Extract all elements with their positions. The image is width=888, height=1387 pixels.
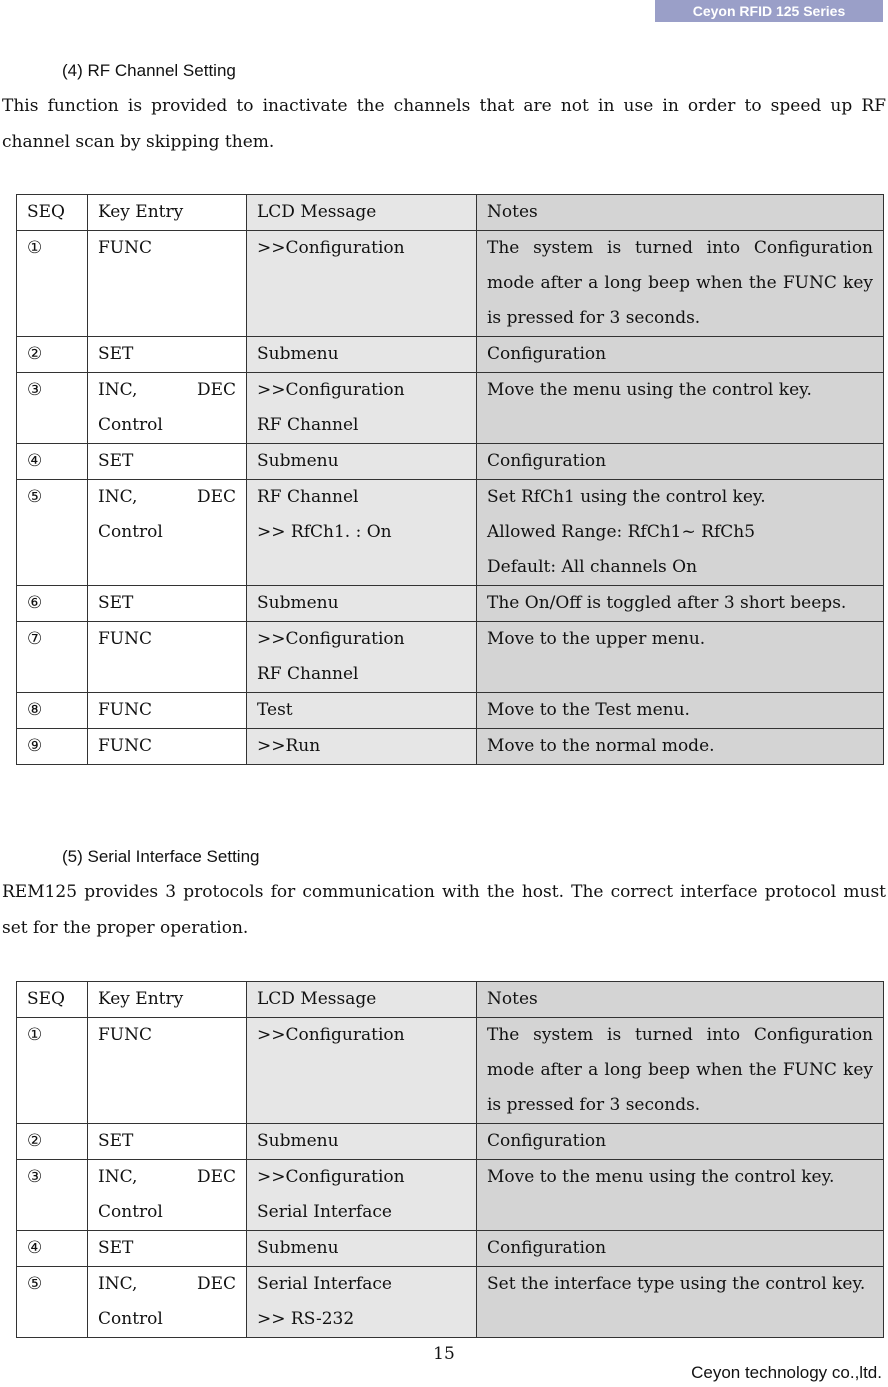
notes-cell: [477, 1124, 884, 1160]
key-entry-text: SET: [98, 1238, 134, 1258]
notes-text: The system is turned into Configuration mode after a long beep when the FUNC key is pressed for 3 seconds.: [487, 238, 873, 328]
key-entry-text: INC, DEC: [98, 1274, 236, 1294]
lcd-message-cell: [247, 480, 477, 586]
notes-text: Move to the upper menu.: [487, 629, 706, 649]
notes-cell: [477, 1267, 884, 1338]
notes-text: Move to the normal mode.: [487, 736, 715, 756]
seq-cell: ④: [17, 444, 88, 480]
table-header-row: [17, 982, 884, 1018]
notes-cell: [477, 1160, 884, 1231]
lcd-message-text: Test: [257, 700, 293, 720]
key-entry-text: SET: [98, 344, 134, 364]
lcd-message-text: >>Configuration: [257, 629, 405, 649]
table-row: [17, 1124, 884, 1160]
serial-interface-description: REM125 provides 3 protocols for communication with the host. The correct interface protocol must set for the proper operation.: [2, 882, 886, 938]
column-header: Key Entry: [88, 195, 247, 231]
lcd-message-cell: [247, 693, 477, 729]
key-entry-text: FUNC: [98, 629, 153, 649]
lcd-message-text: Submenu: [257, 1238, 339, 1258]
key-entry-text: FUNC: [98, 736, 153, 756]
seq-cell: ③: [17, 1160, 88, 1231]
key-entry-cell: [88, 373, 247, 444]
lcd-message-text: >>Configuration: [257, 380, 405, 400]
column-header: SEQ: [17, 195, 88, 231]
lcd-message-text: RF Channel: [257, 664, 359, 684]
key-entry-cell: [88, 1231, 247, 1267]
lcd-message-cell: [247, 444, 477, 480]
notes-text: Configuration: [487, 344, 607, 364]
key-entry-text: FUNC: [98, 700, 153, 720]
lcd-message-text: >>Configuration: [257, 1025, 405, 1045]
lcd-message-text: Submenu: [257, 1131, 339, 1151]
column-header: Notes: [477, 982, 884, 1018]
seq-cell: ⑨: [17, 729, 88, 765]
lcd-message-text: >>Run: [257, 736, 321, 756]
notes-cell: [477, 337, 884, 373]
lcd-message-cell: [247, 373, 477, 444]
notes-text: The On/Off is toggled after 3 short beeps.: [487, 593, 847, 613]
notes-text: Move to the menu using the control key.: [487, 1167, 835, 1187]
table-row: [17, 373, 884, 444]
key-entry-cell: [88, 444, 247, 480]
notes-cell: [477, 444, 884, 480]
key-entry-text: Control: [98, 522, 163, 542]
lcd-message-cell: [247, 1267, 477, 1338]
lcd-message-cell: [247, 1124, 477, 1160]
column-header: LCD Message: [247, 982, 477, 1018]
section-title-rf-channel: (4) RF Channel Setting: [62, 61, 236, 80]
key-entry-text: Control: [98, 1202, 163, 1222]
lcd-message-text: >> RS-232: [257, 1309, 355, 1329]
key-entry-text: FUNC: [98, 1025, 153, 1045]
lcd-message-text: RF Channel: [257, 487, 359, 507]
key-entry-text: INC, DEC: [98, 487, 236, 507]
notes-cell: [477, 693, 884, 729]
lcd-message-text: Submenu: [257, 451, 339, 471]
table-row: [17, 444, 884, 480]
key-entry-cell: [88, 1018, 247, 1124]
lcd-message-cell: [247, 586, 477, 622]
key-entry-cell: [88, 1267, 247, 1338]
lcd-message-cell: [247, 231, 477, 337]
notes-cell: [477, 480, 884, 586]
notes-cell: [477, 1018, 884, 1124]
notes-cell: [477, 622, 884, 693]
key-entry-cell: [88, 337, 247, 373]
section-title-serial-interface: (5) Serial Interface Setting: [62, 847, 260, 866]
notes-text: Configuration: [487, 1238, 607, 1258]
notes-cell: [477, 586, 884, 622]
notes-text: The system is turned into Configuration mode after a long beep when the FUNC key is pressed for 3 seconds.: [487, 1025, 873, 1115]
lcd-message-text: Serial Interface: [257, 1274, 392, 1294]
lcd-message-cell: [247, 729, 477, 765]
serial-interface-steps-table: [16, 981, 884, 1338]
column-header: Notes: [477, 195, 884, 231]
table-row: [17, 480, 884, 586]
page-number: 15: [433, 1344, 455, 1364]
key-entry-cell: [88, 622, 247, 693]
key-entry-text: Control: [98, 415, 163, 435]
key-entry-cell: [88, 729, 247, 765]
notes-text: Configuration: [487, 1131, 607, 1151]
key-entry-text: Control: [98, 1309, 163, 1329]
table-row: [17, 337, 884, 373]
key-entry-cell: [88, 586, 247, 622]
lcd-message-text: >> RfCh1. : On: [257, 522, 392, 542]
notes-cell: [477, 231, 884, 337]
series-header-tag: Ceyon RFID 125 Series: [655, 0, 883, 22]
table-row: [17, 693, 884, 729]
rf-channel-steps-table: [16, 194, 884, 765]
key-entry-text: SET: [98, 451, 134, 471]
seq-cell: ④: [17, 1231, 88, 1267]
lcd-message-text: Submenu: [257, 593, 339, 613]
key-entry-cell: [88, 1124, 247, 1160]
key-entry-cell: [88, 480, 247, 586]
rf-channel-description: This function is provided to inactivate the channels that are not in use in order to speed up RF channel scan by skipping them.: [2, 96, 886, 152]
lcd-message-text: RF Channel: [257, 415, 359, 435]
column-header: SEQ: [17, 982, 88, 1018]
table-row: [17, 1231, 884, 1267]
seq-cell: ③: [17, 373, 88, 444]
key-entry-cell: [88, 1160, 247, 1231]
notes-text: Move to the Test menu.: [487, 700, 690, 720]
table-row: [17, 1018, 884, 1124]
company-name: Ceyon technology co.,ltd.: [691, 1363, 882, 1382]
table-header-row: [17, 195, 884, 231]
table-row: [17, 622, 884, 693]
column-header: LCD Message: [247, 195, 477, 231]
key-entry-text: SET: [98, 593, 134, 613]
lcd-message-cell: [247, 622, 477, 693]
lcd-message-text: Submenu: [257, 344, 339, 364]
lcd-message-text: >>Configuration: [257, 238, 405, 258]
table-row: [17, 1267, 884, 1338]
seq-cell: ⑤: [17, 480, 88, 586]
seq-cell: ②: [17, 1124, 88, 1160]
notes-text: Default: All channels On: [487, 557, 698, 577]
key-entry-text: SET: [98, 1131, 134, 1151]
notes-text: Set the interface type using the control key.: [487, 1274, 866, 1294]
key-entry-text: FUNC: [98, 238, 153, 258]
key-entry-text: INC, DEC: [98, 1167, 236, 1187]
seq-cell: ⑧: [17, 693, 88, 729]
lcd-message-text: Serial Interface: [257, 1202, 392, 1222]
notes-text: Set RfCh1 using the control key.: [487, 487, 766, 507]
table-row: [17, 586, 884, 622]
table-row: [17, 231, 884, 337]
lcd-message-cell: [247, 1160, 477, 1231]
notes-cell: [477, 373, 884, 444]
table-row: [17, 1160, 884, 1231]
key-entry-text: INC, DEC: [98, 380, 236, 400]
column-header: Key Entry: [88, 982, 247, 1018]
notes-cell: [477, 729, 884, 765]
lcd-message-text: >>Configuration: [257, 1167, 405, 1187]
seq-cell: ⑤: [17, 1267, 88, 1338]
lcd-message-cell: [247, 1018, 477, 1124]
notes-text: Move the menu using the control key.: [487, 380, 812, 400]
seq-cell: ①: [17, 1018, 88, 1124]
key-entry-cell: [88, 231, 247, 337]
seq-cell: ①: [17, 231, 88, 337]
lcd-message-cell: [247, 1231, 477, 1267]
lcd-message-cell: [247, 337, 477, 373]
key-entry-cell: [88, 693, 247, 729]
table-row: [17, 729, 884, 765]
notes-text: Allowed Range: RfCh1~ RfCh5: [487, 522, 756, 542]
seq-cell: ⑦: [17, 622, 88, 693]
seq-cell: ⑥: [17, 586, 88, 622]
notes-text: Configuration: [487, 451, 607, 471]
seq-cell: ②: [17, 337, 88, 373]
notes-cell: [477, 1231, 884, 1267]
